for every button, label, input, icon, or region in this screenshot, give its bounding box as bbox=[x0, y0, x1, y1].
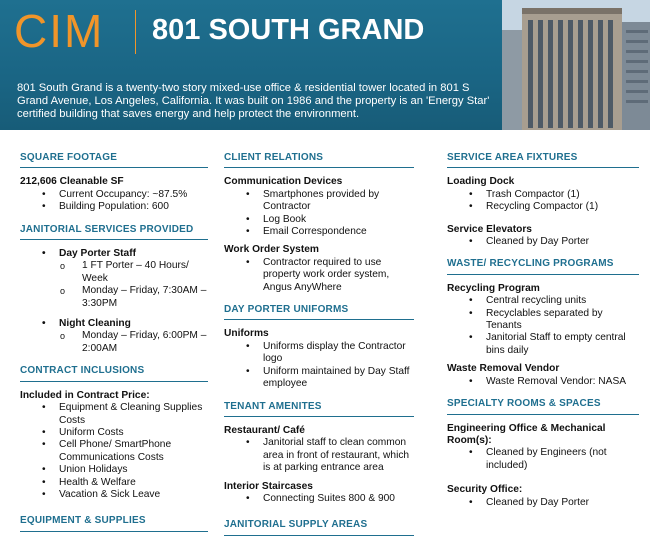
list-item: • Vacation & Sick Leave bbox=[20, 489, 208, 501]
section-square-footage: SQUARE FOOTAGE bbox=[20, 152, 208, 168]
janitorial-list bbox=[20, 248, 208, 355]
list-item: o Monday – Friday, 7:30AM – 3:30PM bbox=[20, 285, 208, 310]
list-item: • Uniforms display the Contractor logo bbox=[224, 341, 414, 366]
contract-list bbox=[20, 402, 208, 501]
list-item: o 1 FT Porter – 40 Hours/ Week bbox=[20, 260, 208, 285]
section-equipment-supplies: EQUIPMENT & SUPPLIES bbox=[20, 515, 208, 531]
engineering-office: Engineering Office & Mechanical Room(s): bbox=[447, 422, 606, 446]
communication-list bbox=[224, 189, 414, 239]
waste-removal-vendor: Waste Removal Vendor bbox=[447, 363, 560, 375]
uniforms: Uniforms bbox=[224, 328, 269, 340]
intro-text: 801 South Grand is a twenty-two story mixed-use office & residential tower located in 801 S Grand Avenue, Los Angeles, California. It was built on 1986 and the property is an 'Energy Star' certified building that saves energy and help protect the environment. bbox=[17, 82, 490, 120]
loading-dock: Loading Dock bbox=[447, 176, 515, 188]
cim-logo: CIM bbox=[14, 5, 105, 57]
list-item: • Cleaned by Day Porter bbox=[447, 497, 639, 509]
square-footage-list bbox=[20, 189, 208, 214]
list-item: • Cleaned by Engineers (not included) bbox=[447, 447, 639, 472]
staircases-list bbox=[224, 493, 414, 505]
page-title: 801 SOUTH GRAND bbox=[152, 14, 425, 46]
work-order-system: Work Order System bbox=[224, 244, 319, 256]
list-item: • Equipment & Cleaning Supplies Costs bbox=[20, 402, 208, 427]
work-order-list bbox=[224, 257, 414, 294]
section-day-porter-uniforms: DAY PORTER UNIFORMS bbox=[224, 304, 414, 320]
restaurant-cafe: Restaurant/ Café bbox=[224, 424, 305, 436]
included-in-contract: Included in Contract Price: bbox=[20, 389, 150, 401]
logo-divider bbox=[135, 10, 136, 54]
section-specialty-rooms: SPECIALTY ROOMS & SPACES bbox=[447, 398, 639, 414]
list-item: • Current Occupancy: ~87.5% bbox=[20, 189, 208, 201]
list-item: • Cleaned by Day Porter bbox=[447, 236, 639, 248]
list-item: • Uniform Costs bbox=[20, 427, 208, 439]
elevators-list bbox=[447, 236, 639, 248]
night-cleaning: • Night Cleaning bbox=[20, 318, 208, 330]
list-item: • Janitorial Staff to empty central bins daily bbox=[447, 332, 639, 357]
column-left bbox=[20, 150, 208, 540]
header-banner bbox=[0, 0, 502, 130]
restaurant-list bbox=[224, 437, 414, 474]
list-item: • Janitorial staff to clean common area in front of restaurant, which is at parking entrance area bbox=[224, 437, 414, 474]
cleanable-sf: 212,606 Cleanable SF bbox=[20, 176, 124, 188]
building-image bbox=[502, 0, 650, 130]
interior-staircases: Interior Staircases bbox=[224, 480, 313, 492]
section-janitorial-services: JANITORIAL SERVICES PROVIDED bbox=[20, 224, 208, 240]
engineering-list bbox=[447, 447, 639, 472]
list-item: o Monday – Friday, 6:00PM – 2:00AM bbox=[20, 330, 208, 355]
list-item: • Trash Compactor (1) bbox=[447, 189, 639, 201]
list-item: • Connecting Suites 800 & 900 bbox=[224, 493, 414, 505]
communication-devices: Communication Devices bbox=[224, 176, 343, 188]
list-item: • Central recycling units bbox=[447, 295, 639, 307]
list-item: • Email Correspondence bbox=[224, 226, 414, 238]
security-office: Security Office: bbox=[447, 484, 523, 496]
list-item: • Smartphones provided by Contractor bbox=[224, 189, 414, 214]
uniforms-list bbox=[224, 341, 414, 391]
list-item: • Waste Removal Vendor: NASA bbox=[447, 376, 639, 388]
section-client-relations: CLIENT RELATIONS bbox=[224, 152, 414, 168]
section-janitorial-supply-areas: JANITORIAL SUPPLY AREAS bbox=[224, 519, 414, 535]
column-middle bbox=[224, 150, 414, 544]
list-item: • Union Holidays bbox=[20, 464, 208, 476]
list-item: • Cell Phone/ SmartPhone Communications Costs bbox=[20, 439, 208, 464]
section-service-area-fixtures: SERVICE AREA FIXTURES bbox=[447, 152, 639, 168]
waste-vendor-list bbox=[447, 376, 639, 388]
list-item: • Recyclables separated by Tenants bbox=[447, 308, 639, 333]
loading-dock-list bbox=[447, 189, 639, 214]
section-contract-inclusions: CONTRACT INCLUSIONS bbox=[20, 365, 208, 381]
section-waste-recycling: WASTE/ RECYCLING PROGRAMS bbox=[447, 258, 639, 274]
building-photo bbox=[502, 0, 650, 130]
column-right bbox=[447, 150, 639, 509]
security-list bbox=[447, 497, 639, 509]
section-tenant-amenities: TENANT AMENITES bbox=[224, 401, 414, 417]
list-item: • Log Book bbox=[224, 214, 414, 226]
day-porter-staff: • Day Porter Staff bbox=[20, 248, 208, 260]
service-elevators: Service Elevators bbox=[447, 223, 532, 235]
recycling-list bbox=[447, 295, 639, 357]
list-item: • Uniform maintained by Day Staff employee bbox=[224, 366, 414, 391]
list-item: • Contractor required to use property work order system, Angus AnyWhere bbox=[224, 257, 414, 294]
recycling-program: Recycling Program bbox=[447, 282, 540, 294]
list-item: • Building Population: 600 bbox=[20, 201, 208, 213]
list-item: • Health & Welfare bbox=[20, 477, 208, 489]
list-item: • Recycling Compactor (1) bbox=[447, 201, 639, 213]
